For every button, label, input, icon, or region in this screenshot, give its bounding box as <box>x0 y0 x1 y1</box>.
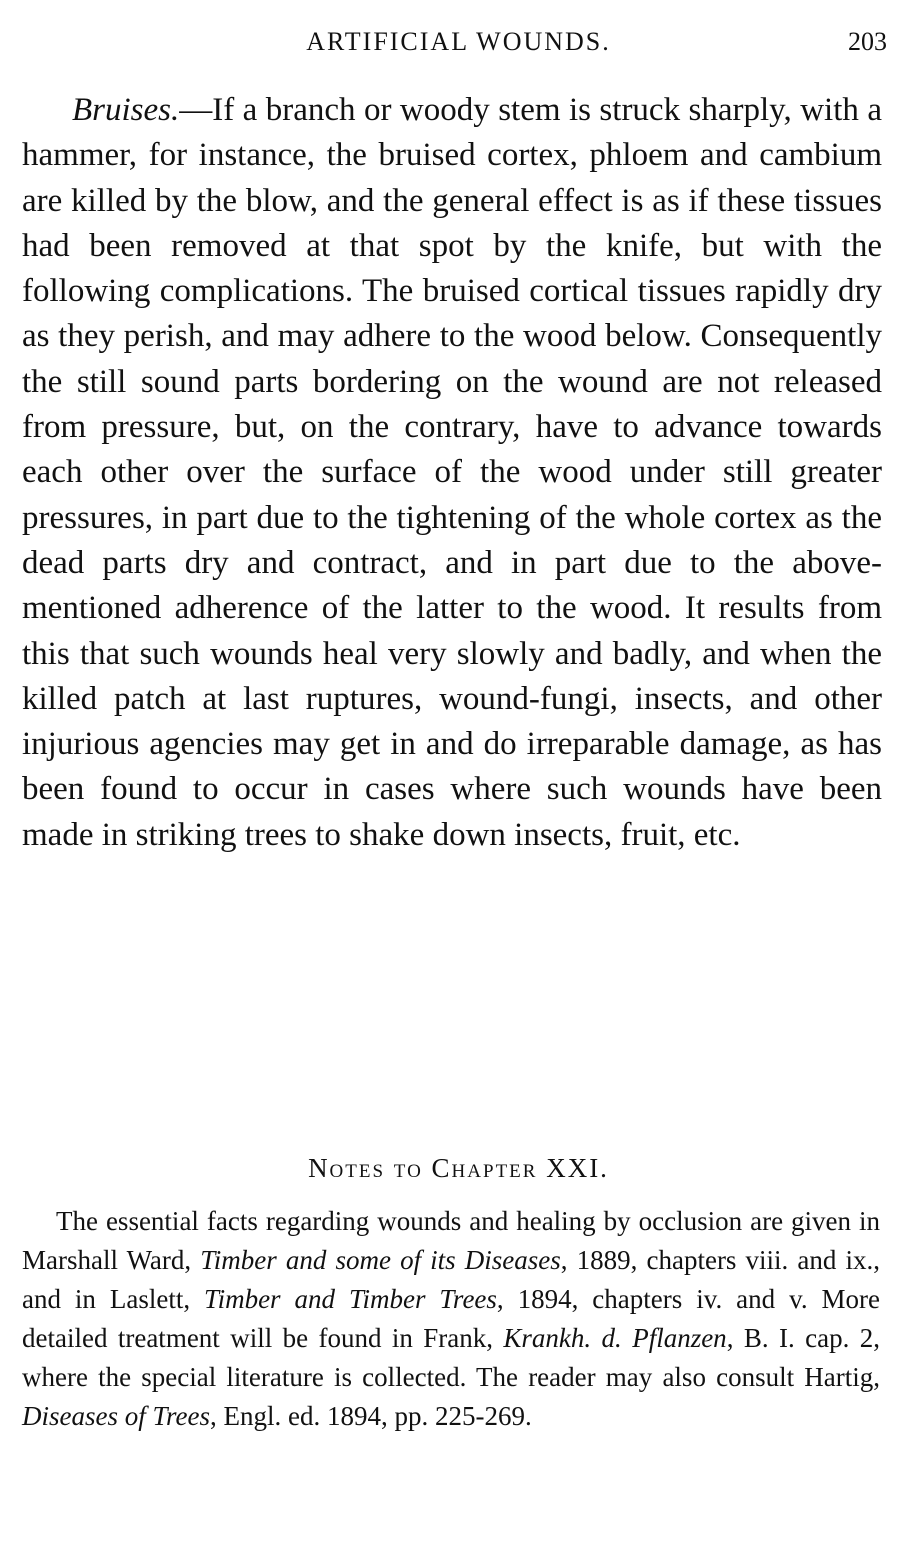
notes-title-timber-trees: Timber and Timber Trees <box>204 1284 497 1315</box>
running-head <box>0 22 917 62</box>
notes-text-3: , 1894, chapters iv. and v. More detailed treatment will be found in Frank, <box>22 1284 880 1354</box>
notes-text-5: , Engl. ed. 1894, pp. 225-269. <box>210 1401 532 1432</box>
notes-paragraph <box>22 1202 880 1437</box>
running-title: ARTIFICIAL WOUNDS. <box>306 27 611 56</box>
notes-text-2: , 1889, chapters viii. and ix., and in Laslett, <box>22 1245 880 1315</box>
notes-title-timber-diseases: Timber and some of its Diseases <box>200 1245 561 1276</box>
notes-text-1: The essential facts regarding wounds and healing by occlusion are given in Marshall Ward, <box>22 1206 880 1276</box>
notes-title-krankh: Krankh. d. Pflanzen <box>503 1323 727 1354</box>
paragraph-body: —If a branch or woody stem is struck sharply, with a hammer, for instance, the bruised cortex, phloem and cambium are killed by the blow, and the general effect is as if these tissues had been removed at that spot by the knife, but with the following complications. The bruised cortical tissues rapidly dry as they perish, and may adhere to the wood below. Consequently the still sound parts bordering on the wound are not released from pressure, but, on the contrary, have to advance towards each other over the surface of the wood under still greater pressures, in part due to the tightening of the whole cortex as the dead parts dry and contract, and in part due to the above-mentioned adherence of the latter to the wood. It results from this that such wounds heal very slowly and badly, and when the killed patch at last ruptures, wound-fungi, insects, and other injurious agencies may get in and do irreparable damage, as has been found to occur in cases where such wounds have been made in striking trees to shake down insects, fruit, etc. <box>22 92 882 853</box>
notes-text-4: , B. I. cap. 2, where the special literature is collected. The reader may also consult Hartig, <box>22 1323 880 1393</box>
notes-title-diseases-of-trees: Diseases of Trees <box>22 1401 210 1432</box>
paragraph-lead: Bruises. <box>72 92 180 128</box>
notes-heading: Notes to Chapter XXI. <box>308 1153 609 1183</box>
main-paragraph <box>22 88 882 858</box>
page-number: 203 <box>848 27 887 56</box>
